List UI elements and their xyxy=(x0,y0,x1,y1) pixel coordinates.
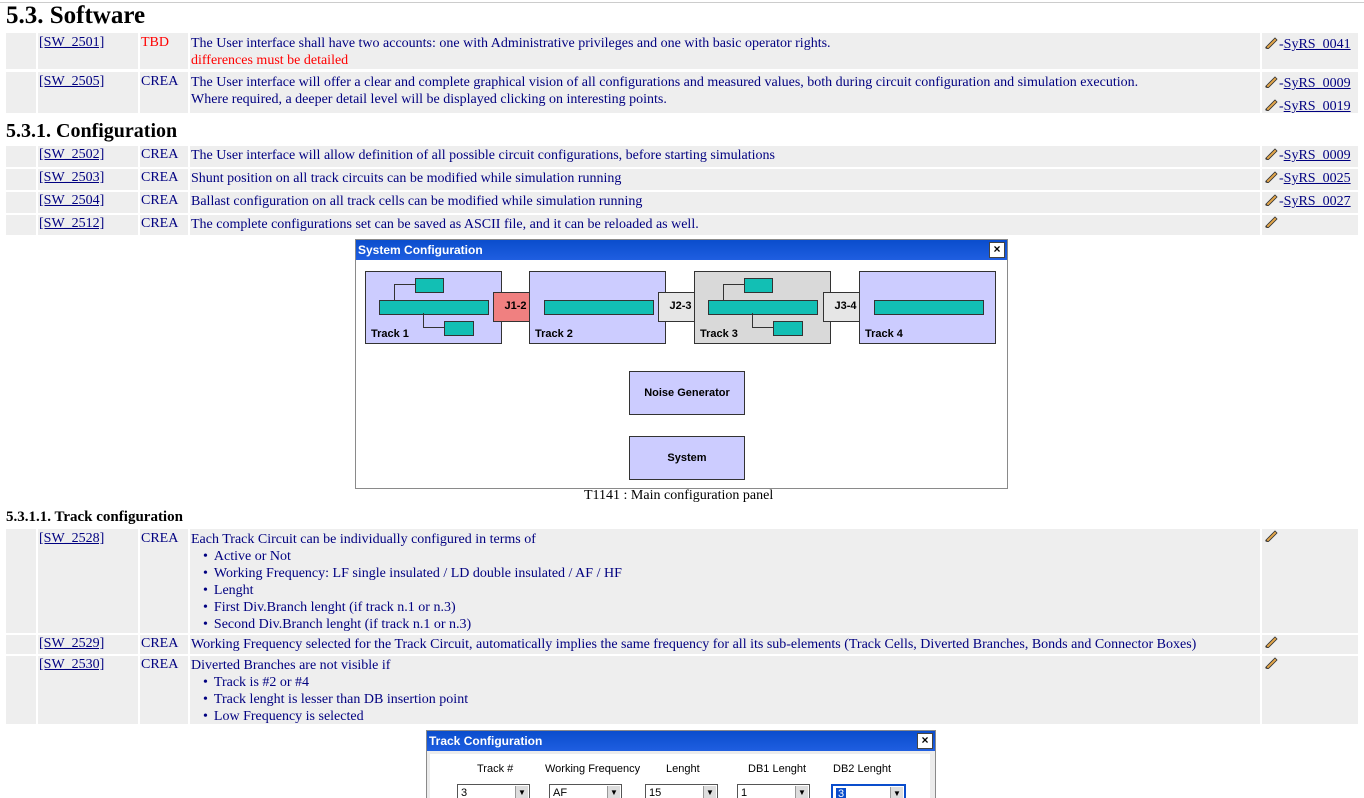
track-block-2[interactable] xyxy=(529,271,666,344)
header-lenght: Lenght xyxy=(666,763,700,775)
requirement-refs: -SyRS_0009 -SyRS_0019 xyxy=(1264,72,1351,118)
working-frequency-select[interactable]: AF ▼ xyxy=(549,784,622,798)
requirement-status: CREA xyxy=(141,636,179,651)
syrs-link[interactable]: SyRS_0009 xyxy=(1283,76,1351,91)
edit-pencil-icon[interactable] xyxy=(1264,170,1279,183)
chevron-down-icon: ▼ xyxy=(890,787,903,798)
requirement-id-link[interactable]: [SW_2503] xyxy=(39,170,105,185)
requirement-row xyxy=(6,529,1358,633)
syrs-link[interactable]: SyRS_0025 xyxy=(1283,171,1351,186)
requirement-text: The User interface will allow definition of all possible circuit configurations, before starting simulations xyxy=(191,148,775,163)
edit-pencil-icon[interactable] xyxy=(1264,193,1279,206)
requirement-note: differences must be detailed xyxy=(191,53,349,68)
header-working-frequency: Working Frequency xyxy=(545,763,641,775)
db1-lenght-select[interactable]: 1 ▼ xyxy=(737,784,810,798)
chevron-down-icon: ▼ xyxy=(515,786,528,798)
bullet-item: • Track lenght is lesser than DB insertion point xyxy=(203,691,468,708)
requirement-refs: -SyRS_0041 xyxy=(1264,33,1351,56)
requirement-refs xyxy=(1264,653,1279,676)
requirement-text xyxy=(191,531,622,633)
requirement-refs: -SyRS_0025 xyxy=(1264,167,1351,190)
requirement-status: TBD xyxy=(141,35,169,50)
requirement-status: CREA xyxy=(141,74,179,89)
junction-j3-4[interactable]: J3-4 xyxy=(823,292,868,322)
requirement-id-link[interactable]: [SW_2504] xyxy=(39,193,105,208)
requirement-refs xyxy=(1264,632,1279,655)
window-title: System Configuration xyxy=(356,240,1007,260)
bullet-list xyxy=(191,548,622,633)
requirement-id-link[interactable]: [SW_2502] xyxy=(39,147,105,162)
noise-generator-button[interactable]: Noise Generator xyxy=(629,371,745,415)
requirement-id-link[interactable]: [SW_2512] xyxy=(39,216,105,231)
requirement-text xyxy=(191,35,831,69)
db2-lenght-select[interactable]: 3 ▼ xyxy=(831,784,906,798)
edit-pencil-icon[interactable] xyxy=(1264,147,1279,160)
track-label: Track 2 xyxy=(535,328,573,340)
chevron-down-icon: ▼ xyxy=(795,786,808,798)
track-number-select[interactable]: 3 ▼ xyxy=(457,784,530,798)
requirement-text xyxy=(191,657,468,725)
requirement-id-link[interactable]: [SW_2528] xyxy=(39,531,105,546)
requirement-row xyxy=(6,169,1358,190)
requirement-status: CREA xyxy=(141,193,179,208)
track-configuration-window xyxy=(426,730,936,798)
syrs-link[interactable]: SyRS_0009 xyxy=(1283,148,1351,163)
header-track-number: Track # xyxy=(477,763,514,775)
requirement-row xyxy=(6,33,1358,69)
requirement-row xyxy=(6,146,1358,167)
track-label: Track 4 xyxy=(865,328,903,340)
syrs-link[interactable]: SyRS_0019 xyxy=(1283,99,1351,114)
requirement-row xyxy=(6,656,1358,724)
edit-pencil-icon[interactable] xyxy=(1264,215,1279,228)
track-block-1[interactable] xyxy=(365,271,502,344)
bullet-item: • Active or Not xyxy=(203,548,622,565)
requirement-row xyxy=(6,635,1358,654)
system-button[interactable]: System xyxy=(629,436,745,480)
chevron-down-icon: ▼ xyxy=(703,786,716,798)
requirement-status: CREA xyxy=(141,216,179,231)
requirement-text xyxy=(191,74,1138,108)
track-label: Track 3 xyxy=(700,328,738,340)
requirement-status: CREA xyxy=(141,531,179,546)
edit-pencil-icon[interactable] xyxy=(1264,98,1279,111)
requirement-text-line: The User interface shall have two accounts: one with Administrative privileges and one with basic operator rights. xyxy=(191,36,831,51)
requirement-status: CREA xyxy=(141,657,179,672)
bullet-item: • Low Frequency is selected xyxy=(203,708,468,725)
bullet-item: • Second Div.Branch lenght (if track n.1 or n.3) xyxy=(203,616,622,633)
requirement-text: Ballast configuration on all track cells can be modified while simulation running xyxy=(191,194,643,209)
chevron-down-icon: ▼ xyxy=(607,786,620,798)
edit-pencil-icon[interactable] xyxy=(1264,635,1279,648)
syrs-link[interactable]: SyRS_0041 xyxy=(1283,37,1351,52)
requirement-refs: -SyRS_0009 xyxy=(1264,144,1351,167)
requirement-refs xyxy=(1264,526,1279,549)
figure-caption: T1141 : Main configuration panel xyxy=(584,488,774,503)
edit-pencil-icon[interactable] xyxy=(1264,36,1279,49)
header-db2-lenght: DB2 Lenght xyxy=(833,763,892,775)
header-db1-lenght: DB1 Lenght xyxy=(748,763,807,775)
requirement-text-line: Diverted Branches are not visible if xyxy=(191,658,391,673)
requirement-id-link[interactable]: [SW_2501] xyxy=(39,35,105,50)
syrs-link[interactable]: SyRS_0027 xyxy=(1283,194,1351,209)
bullet-list xyxy=(191,674,468,725)
top-rule xyxy=(0,2,1364,3)
bullet-item: • Working Frequency: LF single insulated / LD double insulated / AF / HF xyxy=(203,565,622,582)
section-heading-track-configuration: 5.3.1.1. Track configuration xyxy=(6,509,183,525)
track-block-3[interactable] xyxy=(694,271,831,344)
requirement-text: The complete configurations set can be saved as ASCII file, and it can be reloaded as well. xyxy=(191,217,699,232)
requirement-text: Working Frequency selected for the Track Circuit, automatically implies the same frequency for all its sub-elements (Track Cells, Diverted Branches, Bonds and Connector Boxes) xyxy=(191,637,1197,652)
bullet-item: • First Div.Branch lenght (if track n.1 or n.3) xyxy=(203,599,622,616)
requirement-text: Shunt position on all track circuits can be modified while simulation running xyxy=(191,171,622,186)
bullet-item: • Track is #2 or #4 xyxy=(203,674,468,691)
lenght-select[interactable]: 15 ▼ xyxy=(645,784,718,798)
window-title: Track Configuration xyxy=(427,731,935,751)
requirement-text-line: The User interface will offer a clear and complete graphical vision of all configurations and measured values, both during circuit configuration and simulation execution. xyxy=(191,75,1139,90)
junction-j1-2[interactable]: J1-2 xyxy=(493,292,538,322)
requirement-status: CREA xyxy=(141,170,179,185)
requirement-id-link[interactable]: [SW_2530] xyxy=(39,657,105,672)
requirement-status: CREA xyxy=(141,147,179,162)
system-configuration-window xyxy=(355,239,1008,489)
track-block-4[interactable] xyxy=(859,271,996,344)
requirement-refs: -SyRS_0027 xyxy=(1264,190,1351,213)
requirement-text-line: Each Track Circuit can be individually configured in terms of xyxy=(191,532,536,547)
requirement-id-link[interactable]: [SW_2505] xyxy=(39,74,105,89)
close-icon[interactable]: × xyxy=(917,733,933,749)
edit-pencil-icon[interactable] xyxy=(1264,529,1279,542)
requirement-row xyxy=(6,192,1358,213)
requirement-row xyxy=(6,215,1358,235)
requirement-id-link[interactable]: [SW_2529] xyxy=(39,636,105,651)
requirement-row xyxy=(6,72,1358,113)
bullet-item: • Lenght xyxy=(203,582,622,599)
edit-pencil-icon[interactable] xyxy=(1264,75,1279,88)
requirement-refs xyxy=(1264,212,1279,235)
section-heading-configuration: 5.3.1. Configuration xyxy=(6,120,178,142)
junction-j2-3[interactable]: J2-3 xyxy=(658,292,703,322)
track-label: Track 1 xyxy=(371,328,409,340)
section-heading-software: 5.3. Software xyxy=(6,2,146,29)
requirement-text-line: Where required, a deeper detail level will be displayed clicking on interesting points. xyxy=(191,92,667,107)
close-icon[interactable]: × xyxy=(989,242,1005,258)
edit-pencil-icon[interactable] xyxy=(1264,656,1279,669)
